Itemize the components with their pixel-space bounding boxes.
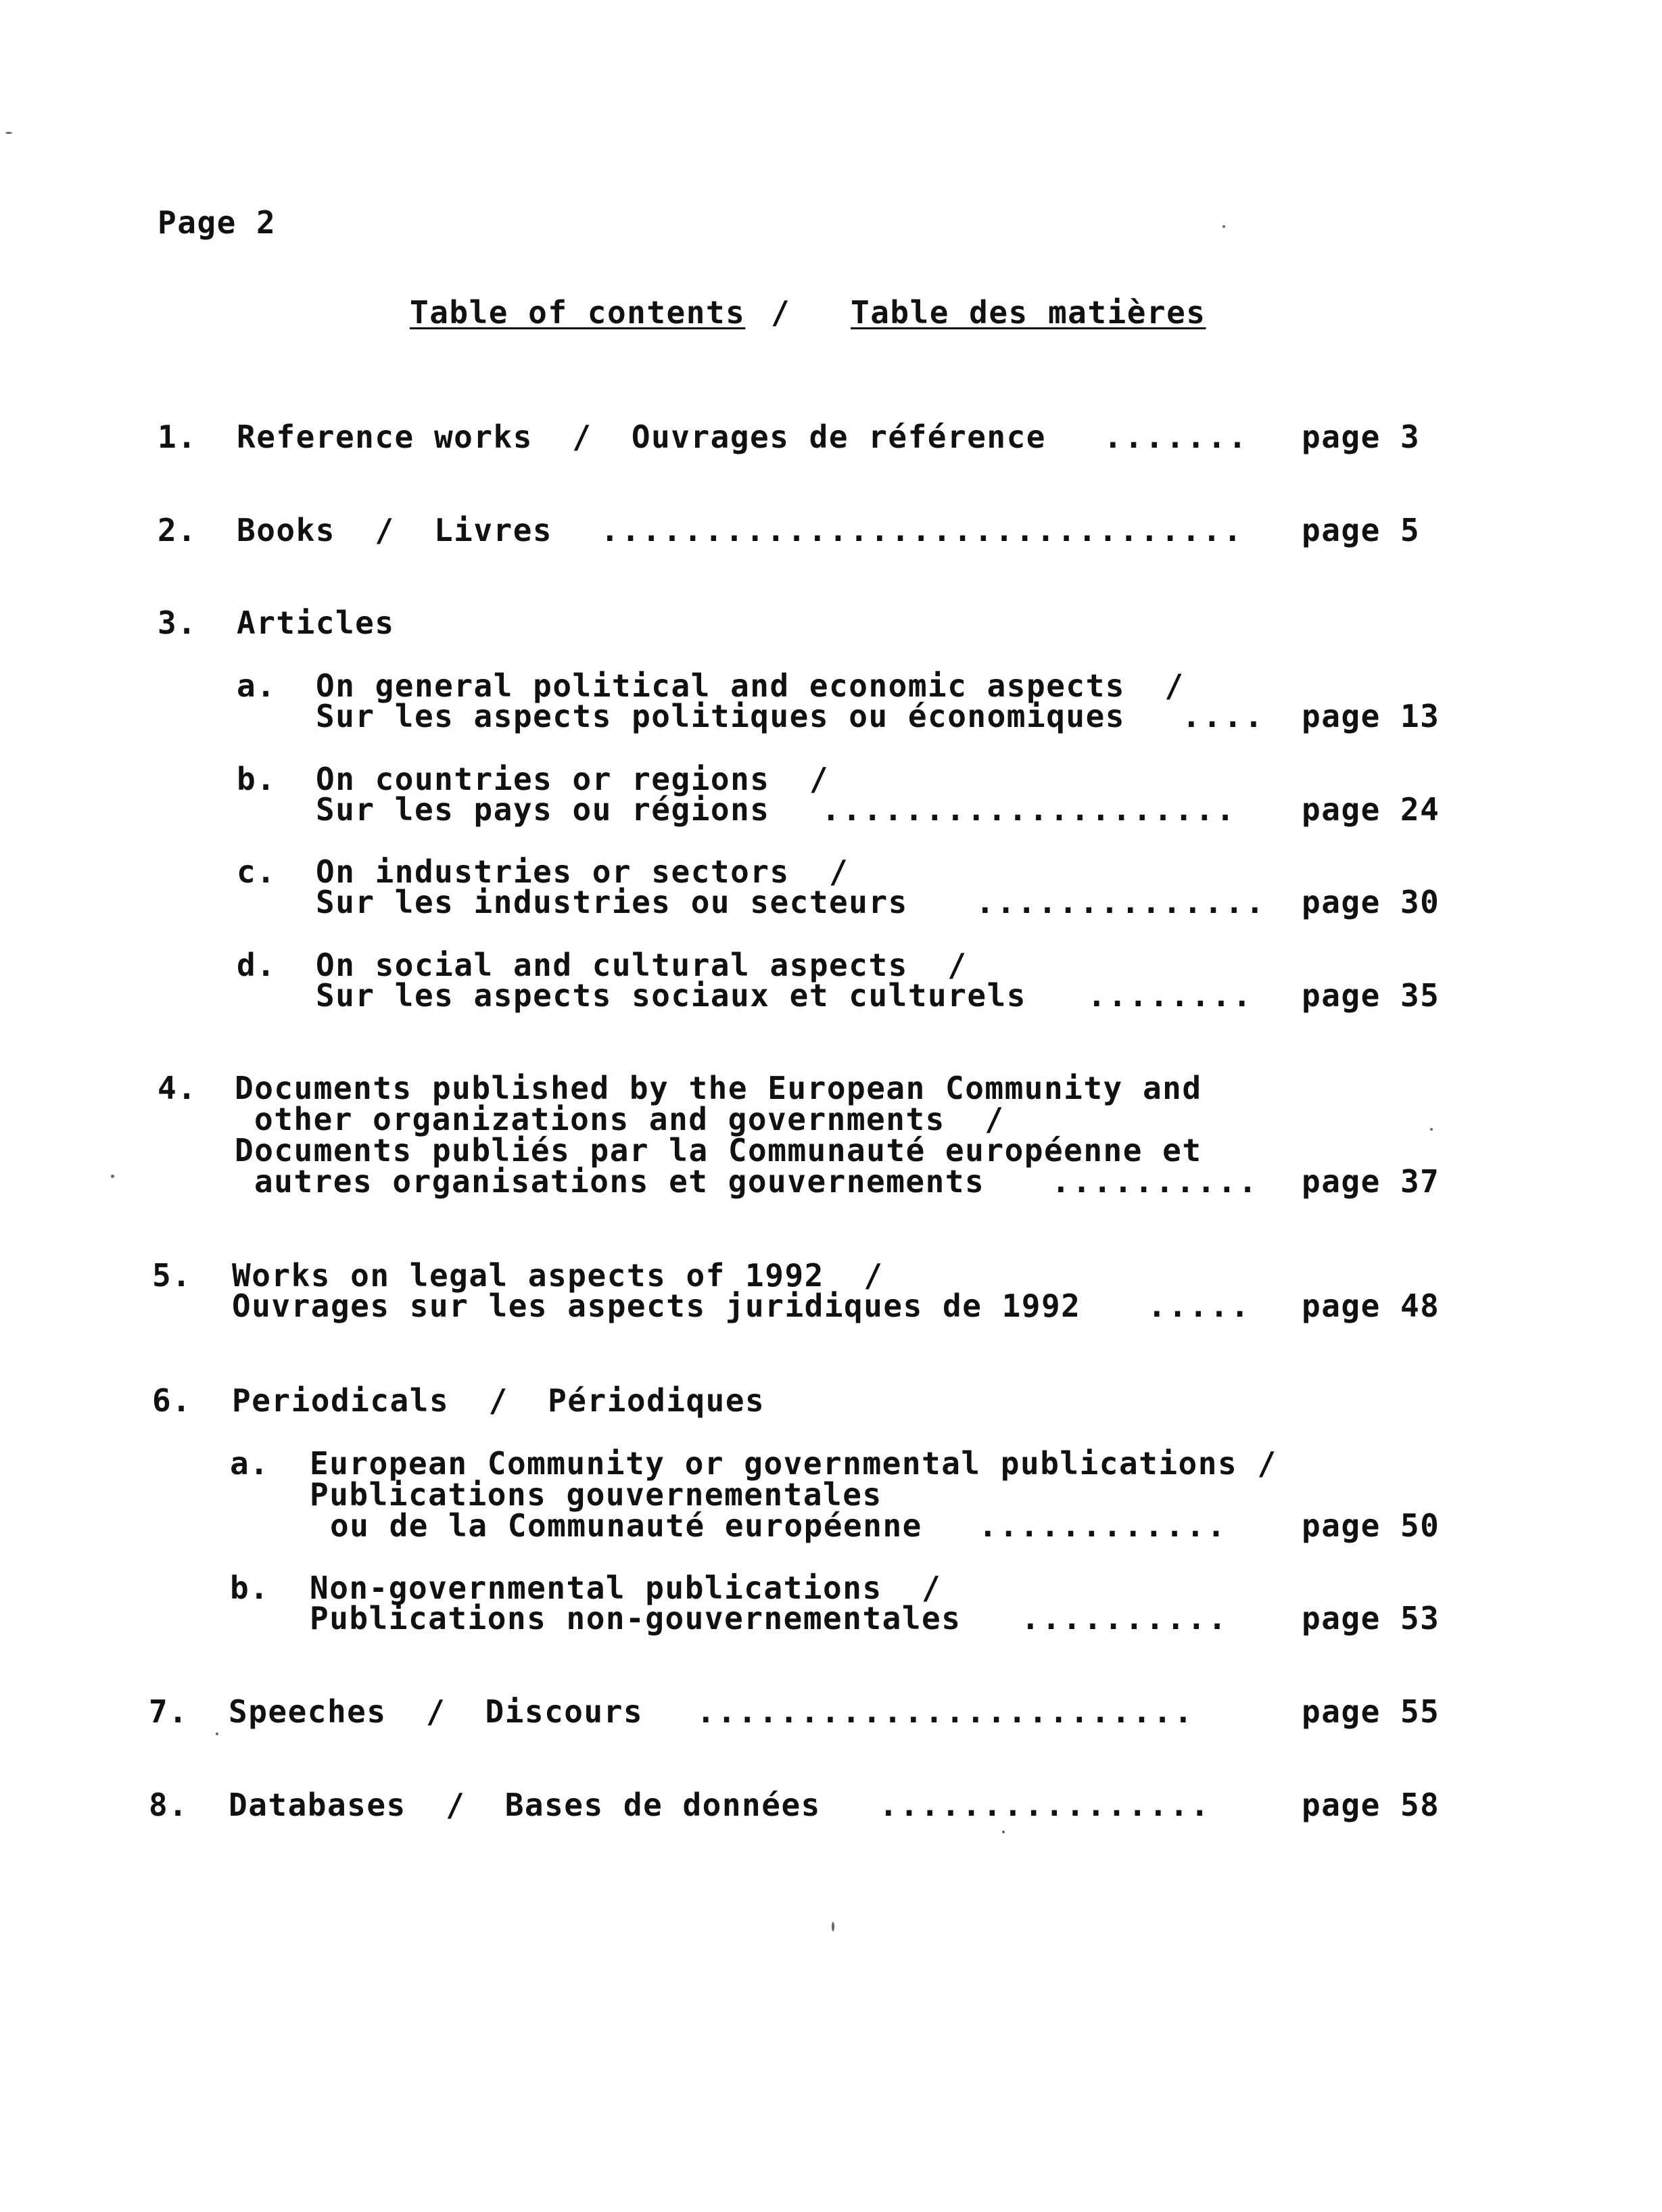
entry-2-page: page 5 xyxy=(1302,512,1421,548)
entry-3c-line1: On industries or sectors / xyxy=(316,853,849,890)
entry-3b-dots: .................... xyxy=(822,791,1237,828)
entry-4-line4: autres organisations et gouvernements xyxy=(254,1163,985,1200)
entry-4-line3: Documents publiés par la Communauté européenne et xyxy=(235,1132,1202,1169)
entry-3c-dots: .............. xyxy=(976,884,1266,920)
entry-3b-letter: b. xyxy=(237,761,277,797)
entry-3-text: Articles xyxy=(237,605,395,641)
entry-4-line1: Documents published by the European Community and xyxy=(235,1070,1202,1106)
entry-7-dots: ........................ xyxy=(696,1693,1195,1730)
entry-3d-line2: Sur les aspects sociaux et culturels xyxy=(316,977,1026,1014)
entry-2-text: Books / Livres xyxy=(237,512,553,548)
entry-4-page: page 37 xyxy=(1302,1163,1440,1200)
entry-3-number: 3. xyxy=(158,605,197,641)
entry-6b-line1: Non-governmental publications / xyxy=(310,1570,942,1606)
scan-speck xyxy=(832,1922,834,1931)
entry-3d-line1: On social and cultural aspects / xyxy=(316,947,968,983)
entry-5-line1: Works on legal aspects of 1992 / xyxy=(232,1257,884,1294)
entry-3a-letter: a. xyxy=(237,667,277,704)
entry-6b-line2: Publications non-gouvernementales xyxy=(310,1600,961,1637)
toc-title-french: Table des matières xyxy=(851,294,1206,331)
scan-speck xyxy=(5,132,12,134)
entry-5-line2: Ouvrages sur les aspects juridiques de 1992 xyxy=(232,1288,1081,1324)
entry-3d-dots: ........ xyxy=(1087,977,1254,1014)
toc-title-separator: / xyxy=(771,294,791,331)
entry-6a-line3: ou de la Communauté européenne xyxy=(330,1507,922,1544)
entry-2-number: 2. xyxy=(158,512,197,548)
entry-8-text: Databases / Bases de données xyxy=(229,1787,821,1823)
scan-speck xyxy=(1430,1128,1433,1131)
scan-speck xyxy=(216,1733,218,1735)
entry-5-number: 5. xyxy=(152,1257,192,1294)
toc-title-english: Table of contents xyxy=(410,294,746,331)
entry-6a-dots: ............ xyxy=(978,1507,1228,1544)
entry-6b-page: page 53 xyxy=(1302,1600,1440,1637)
entry-3b-line1: On countries or regions / xyxy=(316,761,830,797)
entry-6-text: Periodicals / Périodiques xyxy=(232,1382,765,1419)
entry-6a-line1: European Community or governmental publications / xyxy=(310,1445,1277,1482)
entry-3c-page: page 30 xyxy=(1302,884,1440,920)
entry-4-number: 4. xyxy=(158,1070,197,1106)
entry-1-text: Reference works / Ouvrages de référence xyxy=(237,419,1046,455)
entry-3a-page: page 13 xyxy=(1302,698,1440,734)
entry-1-dots: ....... xyxy=(1103,419,1249,455)
entry-3d-page: page 35 xyxy=(1302,977,1440,1014)
scan-speck xyxy=(1002,1831,1005,1833)
entry-8-dots: ................ xyxy=(879,1787,1212,1823)
entry-4-line2: other organizations and governments / xyxy=(254,1101,1005,1137)
entry-3c-line2: Sur les industries ou secteurs xyxy=(316,884,908,920)
scan-speck xyxy=(1222,225,1225,228)
entry-3d-letter: d. xyxy=(237,947,277,983)
entry-1-page: page 3 xyxy=(1302,419,1421,455)
entry-6a-page: page 50 xyxy=(1302,1507,1440,1544)
entry-5-page: page 48 xyxy=(1302,1288,1440,1324)
entry-7-number: 7. xyxy=(149,1693,189,1730)
entry-1-number: 1. xyxy=(158,419,197,455)
entry-3a-line1: On general political and economic aspects / xyxy=(316,667,1185,704)
entry-7-page: page 55 xyxy=(1302,1693,1440,1730)
page-label: Page 2 xyxy=(158,204,277,241)
entry-6b-letter: b. xyxy=(230,1570,270,1606)
entry-6a-letter: a. xyxy=(230,1445,270,1482)
entry-8-number: 8. xyxy=(149,1787,189,1823)
entry-3c-letter: c. xyxy=(237,853,277,890)
entry-5-dots: ..... xyxy=(1147,1288,1252,1324)
entry-6-number: 6. xyxy=(152,1382,192,1419)
entry-3b-page: page 24 xyxy=(1302,791,1440,828)
entry-4-dots: .......... xyxy=(1051,1163,1259,1200)
entry-3b-line2: Sur les pays ou régions xyxy=(316,791,770,828)
entry-8-page: page 58 xyxy=(1302,1787,1440,1823)
entry-3a-dots: .... xyxy=(1182,698,1265,734)
entry-6a-line2: Publications gouvernementales xyxy=(310,1476,882,1513)
entry-6b-dots: .......... xyxy=(1021,1600,1229,1637)
scan-speck xyxy=(111,1175,114,1178)
entry-2-dots: ............................... xyxy=(600,512,1244,548)
entry-7-text: Speeches / Discours xyxy=(229,1693,644,1730)
entry-3a-line2: Sur les aspects politiques ou économiques xyxy=(316,698,1125,734)
